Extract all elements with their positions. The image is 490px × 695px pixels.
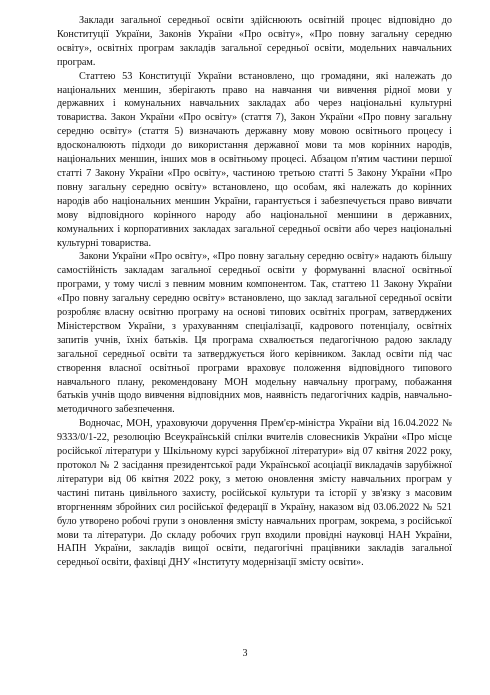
paragraph-3: Закони України «Про освіту», «Про повну загальну середню освіту» надають більшу самостійність закладам загальної середньої освіти у формуванні власної освітньої програми, у тому числі з певним мовним компонентом. Так, статтею 11 Закону України «Про повну загальну середню освіту» встановлено, що заклад загальної середньої освіти розробляє власну освітню програму на основі типових освітніх програм, затверджених Міністерством України, з урахуванням спеціалізації, кадрового потенціалу, освітніх запитів учнів, їхніх батьків. Ця програма схвалюється педагогічною радою закладу загальної середньої освіти та затверджується його керівником. Заклад освіти під час створення власної освітньої програми враховує положення відповідного типового навчального плану, рекомендовану МОН модельну навчальну програму, побажання батьків учнів щодо вивчення відповідних мов, наявність педагогічних кадрів, навчально-методичного забезпечення. (57, 251, 452, 416)
page-number: 3 (242, 648, 248, 659)
paragraph-4: Водночас, МОН, ураховуючи доручення Прем'єр-міністра України від 16.04.2022 № 9333/0/1-22, резолюцію Всеукраїнській спілки вчителів словесників України «Про місце російської літератури у Шкільному курсі зарубіжної літератури» від 07 квітня 2022 року, протокол № 2 засідання президентської ради Української асоціації викладачів зарубіжної літератури від 06 квітня 2022 року, з метою оновлення змісту навчальних програм у частині питань цивільного захисту, російської культури та історії у зв'язку з масовим вторгненням збройних сил російської федерації в Україну, наказом від 03.06.2022 № 521 було утворено робочі групи з оновлення змісту навчальних програм, зокрема, з російської мови та літератури. До складу робочих груп входили провідні науковці НАН України, НАПН України, закладів вищої освіти, педагогічні працівники закладів загальної середньої освіти, фахівці ДНУ «Інституту модернізації змісту освіти». (57, 418, 452, 569)
paragraph-1: Заклади загальної середньої освіти здійснюють освітній процес відповідно до Конституції України, Законів України «Про освіту», «Про повну загальну середню освіту», освітніх програм закладів загальної середньої освіти, модельних навчальних програм. (57, 15, 452, 68)
paragraph-2: Статтею 53 Конституції України встановлено, що громадяни, які належать до національних меншин, зберігають право на навчання чи вивчення рідної мови у державних і комунальних навчальних закладах або через національні культурні товариства. Закон України «Про освіту» (стаття 7), Закон України «Про повну загальну середню освіту» (стаття 5) визначають державну мову мовою освітнього процесу і вдосконалюють підходи до використання державної мови та мов корінних народів, національних меншин, інших мов в освітньому процесі. Абзацом п'ятим частини першої статті 7 Закону України «Про освіту», частиною третьою статті 5 Закону України «Про повну загальну середню освіту» встановлено, що особам, які належать до корінних народів або національних меншин України, гарантується і забезпечується право вивчати мову відповідного корінного народу або національної меншини в державних, комунальних і корпоративних закладах загальної середньої освіти або через національні культурні товариства. (57, 70, 452, 249)
